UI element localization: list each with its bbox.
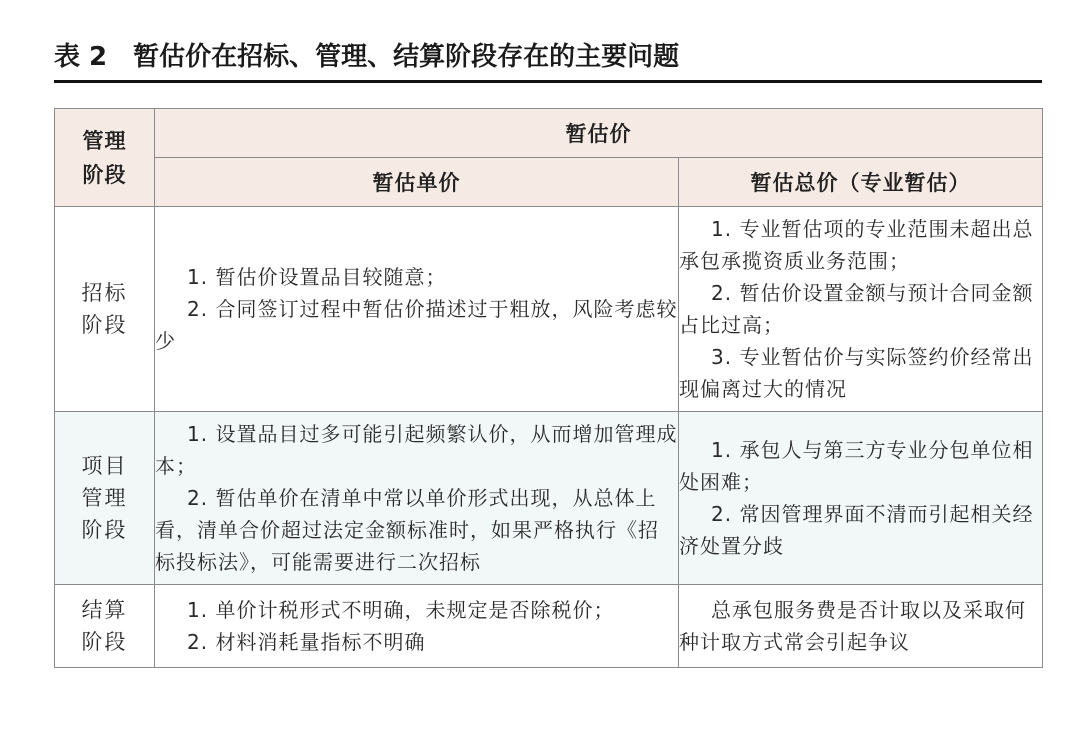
table-row <box>55 585 1043 668</box>
cell-item: 1. 专业暂估项的专业范围未超出总承包承揽资质业务范围； <box>679 217 1034 273</box>
cell-item: 2. 暂估单价在清单中常以单价形式出现，从总体上看，清单合价超过法定金额标准时，如果严格执行《招标投标法》，可能需要进行二次招标 <box>155 486 659 574</box>
cell-item: 1. 承包人与第三方专业分包单位相处困难； <box>679 438 1034 494</box>
stage-cell <box>55 412 155 585</box>
cell-item: 1. 设置品目过多可能引起频繁认价，从而增加管理成本； <box>155 422 678 478</box>
stage-label: 结算 阶段 <box>81 598 128 654</box>
unit-price-cell <box>155 412 679 585</box>
total-price-cell <box>679 412 1043 585</box>
total-price-cell <box>679 207 1043 412</box>
header-group: 暂估价 <box>155 109 1043 158</box>
cell-item: 总承包服务费是否计取以及采取何种计取方式常会引起争议 <box>679 598 1026 654</box>
title-rule <box>54 80 1042 83</box>
table-title-text: 暂估价在招标、管理、结算阶段存在的主要问题 <box>133 42 680 72</box>
cell-item: 1. 单价计税形式不明确，未规定是否除税价； <box>187 598 615 622</box>
unit-price-cell <box>155 207 679 412</box>
cell-item: 2. 材料消耗量指标不明确 <box>187 630 426 654</box>
cell-item: 3. 专业暂估价与实际签约价经常出现偏离过大的情况 <box>679 345 1034 401</box>
cell-item: 2. 常因管理界面不清而引起相关经济处置分歧 <box>679 502 1034 558</box>
stage-label: 项目 管理 阶段 <box>81 454 128 542</box>
stage-cell <box>55 585 155 668</box>
header-total-price: 暂估总价（专业暂估） <box>679 158 1043 207</box>
unit-price-cell <box>155 585 679 668</box>
total-price-cell <box>679 585 1043 668</box>
table-row <box>55 207 1043 412</box>
problems-table <box>54 108 1043 668</box>
header-stage <box>55 109 155 207</box>
table-label: 表 2 <box>54 42 108 72</box>
cell-item: 1. 暂估价设置品目较随意； <box>187 265 447 289</box>
cell-item: 2. 合同签订过程中暂估价描述过于粗放，风险考虑较少 <box>155 297 678 353</box>
table-row <box>55 412 1043 585</box>
header-unit-price: 暂估单价 <box>155 158 679 207</box>
stage-label: 招标 阶段 <box>81 281 128 337</box>
table-title <box>54 36 679 73</box>
header-stage-text: 管理 阶段 <box>82 128 127 187</box>
stage-cell <box>55 207 155 412</box>
cell-item: 2. 暂估价设置金额与预计合同金额占比过高； <box>679 281 1034 337</box>
